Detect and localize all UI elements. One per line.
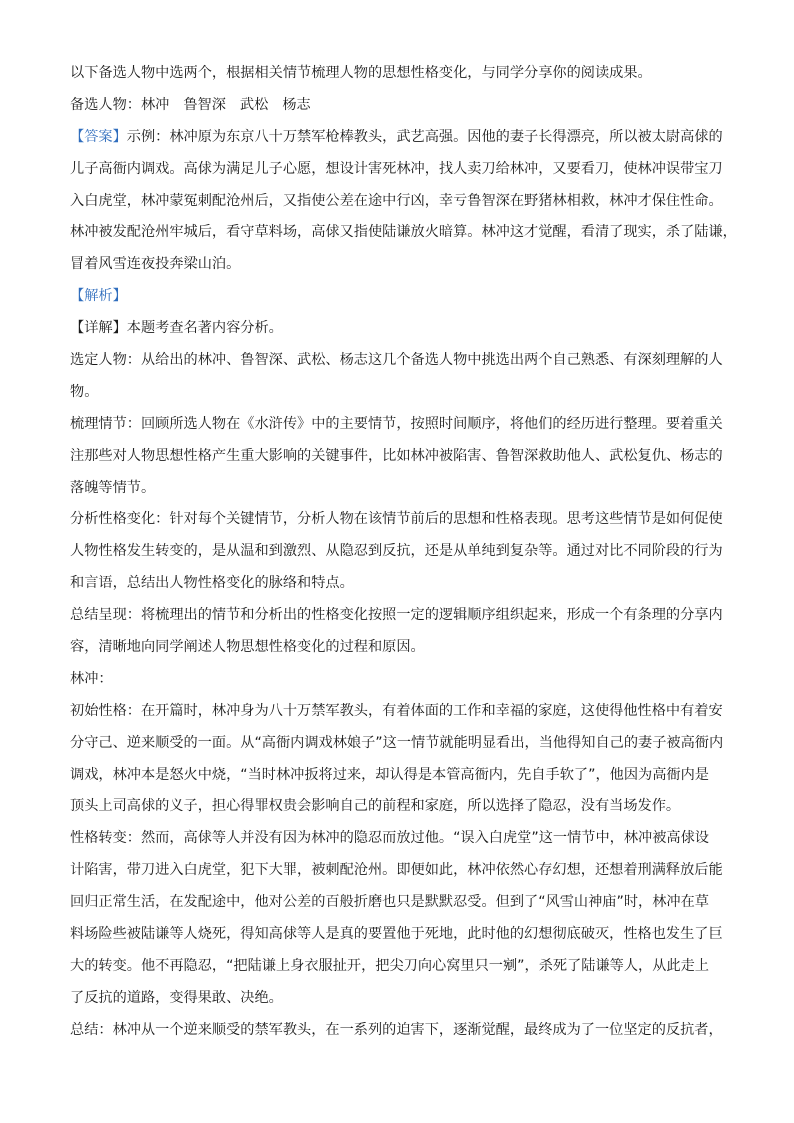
candidate-list [70,94,720,116]
paragraph-line: 物。 [70,383,99,400]
paragraph-line: 性格转变：然而，高俅等人并没有因为林冲的隐忍而放过他。“误入白虎堂”这一情节中，林冲被高俅设 [70,830,709,847]
paragraph-line: 总结呈现：将梳理出的情节和分析出的性格变化按照一定的逻辑顺序组织起来，形成一个有条理的分享内 [70,607,723,624]
answer-text: 儿子高衙内调戏。高俅为满足儿子心愿，想设计害死林冲，找人卖刀给林冲，又要看刀，使林冲误带宝刀 [70,160,723,177]
paragraph-line: 注那些对人物思想性格产生重大影响的关键事件，比如林冲被陷害、鲁智深救助他人、武松复仇、杨志的 [70,447,723,464]
paragraph-line: 梳理情节：回顾所选人物在《水浒传》中的主要情节，按照时间顺序，将他们的经历进行整理。要着重关 [70,415,723,432]
section-heading: 林冲： [70,670,113,687]
paragraph-line: 调戏，林冲本是怒火中烧，“当时林冲扳将过来，却认得是本管高衙内，先自手软了”，他因为高衙内是 [70,766,709,783]
candidate-name: 杨志 [282,96,311,113]
paragraph-line: 料场险些被陆谦等人烧死，得知高俅等人是真的要置他于死地，此时他的幻想彻底破灭，性格也发生了巨 [70,926,723,943]
analysis-tag: 【解析】 [70,288,127,305]
question-text: 以下备选人物中选两个，根据相关情节梳理人物的思想性格变化，与同学分享你的阅读成果。 [70,65,652,81]
paragraph-line: 分守己、逆来顺受的一面。从“高衙内调戏林娘子”这一情节就能明显看出，当他得知自己的妻子被高衙内 [70,734,724,751]
paragraph-line: 总结：林冲从一个逆来顺受的禁军教头，在一系列的迫害下，逐渐觉醒，最终成为了一位坚定的反抗者， [70,1021,723,1038]
detail-text: 本题考查名著内容分析。 [126,320,283,337]
paragraph-line: 分析性格变化：针对每个关键情节，分析人物在该情节前后的思想和性格表现。思考这些情节是如何促使 [70,511,723,528]
paragraph-line: 大的转变。他不再隐忍，“把陆谦上身衣服扯开，把尖刀向心窝里只一剜”，杀死了陆谦等人，从此走上 [70,957,709,974]
paragraph-line: 计陷害，带刀进入白虎堂，犯下大罪，被刺配沧州。即便如此，林冲依然心存幻想，还想着刑满释放后能 [70,862,723,879]
paragraph-line: 顶头上司高俅的义子，担心得罪权贵会影响自己的前程和家庭，所以选择了隐忍，没有当场发作。 [70,798,681,815]
paragraph-line: 人物性格发生转变的，是从温和到激烈、从隐忍到反抗，还是从单纯到复杂等。通过对比不同阶段的行为 [70,543,723,560]
paragraph-line: 落魄等情节。 [70,479,156,496]
answer-tag: 【答案】 [70,128,127,145]
paragraph-line: 回归正常生活，在发配途中，他对公差的百般折磨也只是默默忍受。但到了“风雪山神庙”时，林冲在草 [70,894,709,911]
candidate-name: 武松 [239,96,269,113]
answer-text: 冒着风雪连夜投奔梁山泊。 [70,256,241,273]
document-body [70,62,737,1051]
paragraph-line: 初始性格：在开篇时，林冲身为八十万禁军教头，有着体面的工作和幸福的家庭，这使得他性格中有着安 [70,702,723,719]
paragraph-line: 容，清晰地向同学阐述人物思想性格变化的过程和原因。 [70,639,425,656]
analysis-line [70,285,720,307]
answer-line [70,126,723,148]
detail-line [70,317,720,339]
candidate-label: 备选人物： [70,96,141,113]
paragraph-line: 和言语，总结出人物性格变化的脉络和特点。 [70,575,354,592]
paragraph-line: 选定人物：从给出的林冲、鲁智深、武松、杨志这几个备选人物中挑选出两个自己熟悉、有深刻理解的人 [70,352,723,369]
detail-tag: 【详解】 [70,320,127,337]
answer-text: 入白虎堂，林冲蒙冤刺配沧州后，又指使公差在途中行凶，幸亏鲁智深在野猪林相救，林冲才保住性命。 [70,192,723,209]
candidate-name: 林冲 [140,96,170,113]
answer-text: 示例：林冲原为东京八十万禁军枪棒教头，武艺高强。因他的妻子长得漂亮，所以被太尉高俅的 [126,128,723,145]
candidate-name: 鲁智深 [183,96,226,113]
answer-text: 林冲被发配沧州牢城后，看守草料场，高俅又指使陆谦放火暗算。林冲这才觉醒，看清了现实，杀了陆谦， [70,224,737,241]
paragraph-line: 了反抗的道路，变得果敢、决绝。 [70,989,283,1006]
